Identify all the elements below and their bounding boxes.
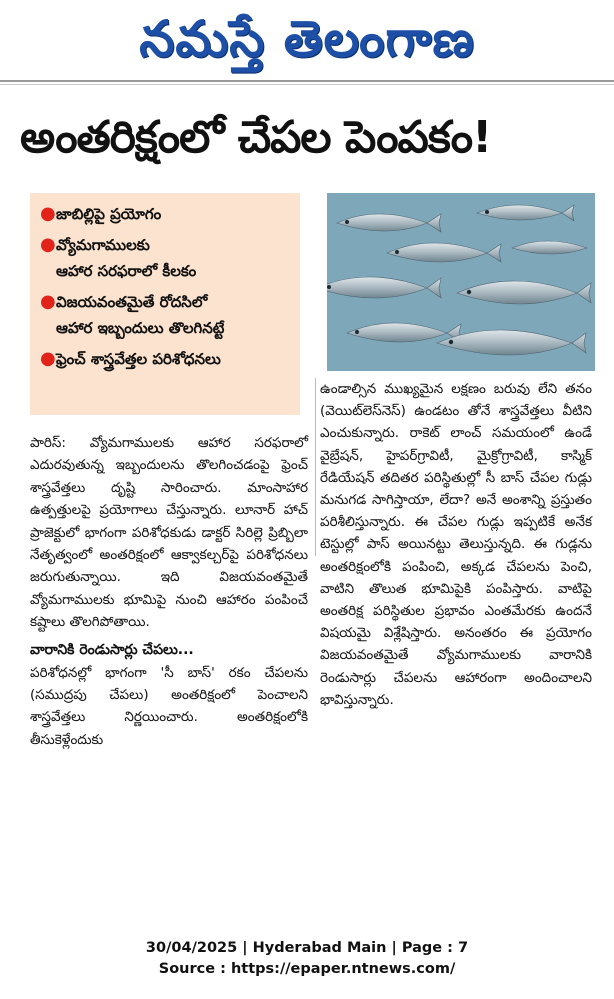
highlight-text: ఫ్రెంచ్ శాస్త్రవేత్తల పరిశోధనలు: [56, 350, 221, 368]
highlight-text: జాబిల్లిపై ప్రయోగం: [56, 205, 162, 223]
column-divider: [315, 378, 316, 556]
article-subheading: వారానికి రెండుసార్లు చేపలు...: [30, 641, 194, 658]
masthead-divider: [0, 80, 614, 82]
bullet-icon: ●: [40, 291, 56, 312]
footer-edition-info: 30/04/2025 | Hyderabad Main | Page : 7: [145, 940, 469, 956]
article-column-right: [320, 378, 592, 711]
highlight-item: [40, 232, 290, 284]
masthead-divider-thin: [0, 84, 614, 85]
newspaper-logo: నమస్తే తెలంగాణ: [139, 10, 475, 68]
highlight-item: [40, 201, 290, 227]
article-column-left: [30, 432, 308, 751]
footer-source-link[interactable]: Source : https://epaper.ntnews.com/: [158, 961, 456, 977]
article-paragraph: పరిశోధనల్లో భాగంగా 'సీ బాస్' రకం చేపలను (సముద్రపు చేపలు) అంతరిక్షంలో పెంచాలని శాస్త్రవేత్తలు నిర్ణయించారు. అంతరిక్షంలోకి తీసుకెళ్లేందుకు: [30, 664, 308, 748]
article-paragraph: పారిస్: వ్యోమగాములకు ఆహార సరఫరాలో ఎదురవుతున్న ఇబ్బందులను తొలగించడంపై ఫ్రెంచ్ శాస్త్రవేత్తలు దృష్టి సారించారు. మాంసాహార ఉత్పత్తులపై ప్రయోగాలు చేస్తున్నారు. లూనార్ హాచ్ ప్రాజెక్టులో భాగంగా పరిశోధకుడు డాక్టర్ సిరిల్లె ప్రిబ్బిలా నేతృత్వంలో అంతరిక్షంలో ఆక్వాకల్చర్‌పై పరిశోధనలు జరుగుతున్నాయి. ఇది విజయవంతమైతే వ్యోమగాములకు భూమిపై నుంచి ఆహారం పంపించే కష్టాలు తొలగిపోతాయి.: [30, 435, 308, 631]
bullet-icon: ●: [40, 348, 56, 369]
highlight-text: వ్యోమగాములకు ఆహార సరఫరాలో కీలకం: [56, 236, 197, 280]
bullet-icon: ●: [40, 234, 56, 255]
highlights-box: [30, 193, 300, 415]
article-headline: అంతరిక్షంలో చేపల పెంపకం!: [20, 112, 492, 163]
highlight-item: [40, 346, 290, 372]
highlight-item: [40, 289, 290, 341]
masthead: [0, 0, 614, 78]
highlight-text: విజయవంతమైతే రోదసిలో ఆహార ఇబ్బందులు తొలగినట్టే: [56, 293, 225, 337]
fish-school-illustration: [327, 193, 595, 371]
article-paragraph: ఉండాల్సిన ముఖ్యమైన లక్షణం బరువు లేని తనం (వెయిట్‌లెస్‌నెస్) ఉండటం తోనే శాస్త్రవేత్తలు వీటిని ఎంచుకున్నారు. రాకెట్ లాంచ్ సమయంలో ఉండే వైబ్రేషన్, హైపర్‌గ్రావిటీ, మైక్రోగ్రావిటీ, కాస్మిక్ రేడియేషన్ తదితర పరిస్థితుల్లో సీ బాస్ చేపల గుడ్లు మనుగడ సాగిస్తాయా, లేదా? అనే అంశాన్ని ప్రస్తుతం పరిశీలిస్తున్నారు. ఈ చేపల గుడ్లు ఇప్పటికే అనేక టెస్టుల్లో పాస్ అయినట్టు తెలుస్తున్నది. ఈ గుడ్లను అంతరిక్షంలోకి పంపించి, అక్కడ చేపలను పెంచి, వాటిని తొలుత భూమిపైకి పంపిస్తారు. వాటిపై అంతరిక్ష పరిస్థితుల ప్రభావం ఎంతమేరకు ఉందనే విషయమై విశ్లేషిస్తారు. అనంతరం ఈ ప్రయోగం విజయవంతమైతే వ్యోమగాములకు వారానికి రెండుసార్లు చేపలను ఆహారంగా అందించాలని భావిస్తున్నారు.: [320, 381, 592, 708]
bullet-icon: ●: [40, 203, 56, 224]
fish-photo: [327, 193, 595, 371]
